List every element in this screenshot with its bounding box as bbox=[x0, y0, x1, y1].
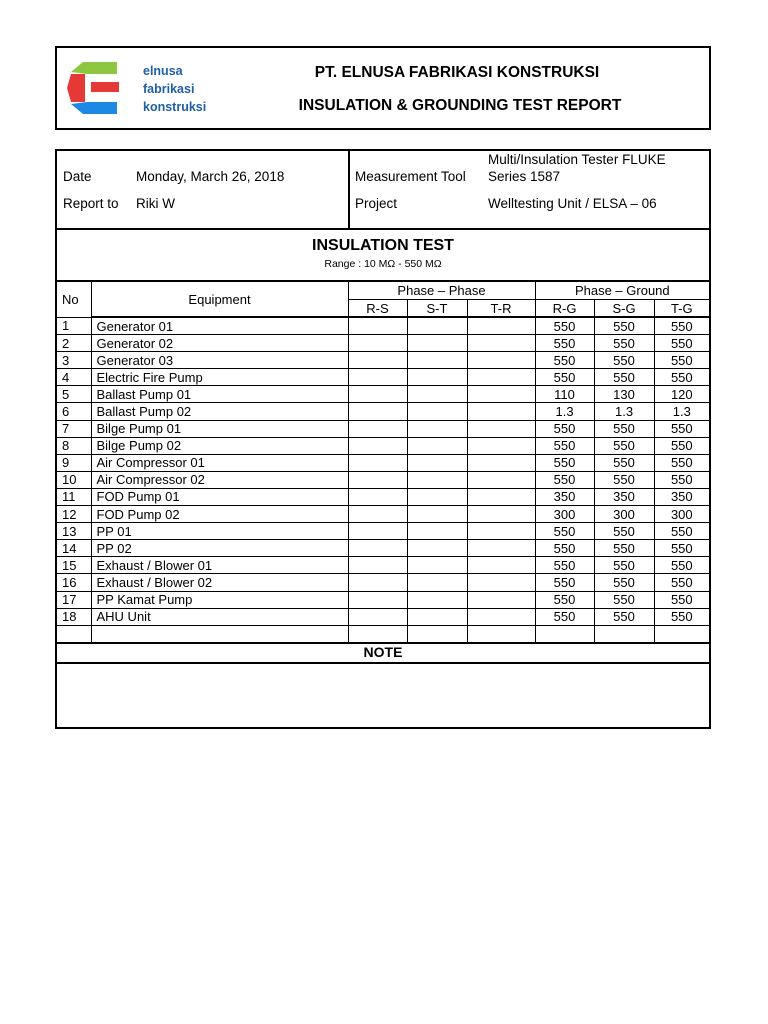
cell-rg: 550 bbox=[535, 591, 594, 608]
cell-tg: 120 bbox=[654, 386, 709, 403]
cell-rs bbox=[348, 352, 407, 369]
cell-st bbox=[407, 420, 467, 437]
cell-sg: 550 bbox=[594, 454, 654, 471]
cell-tg: 550 bbox=[654, 540, 709, 557]
cell-rg: 550 bbox=[535, 437, 594, 454]
cell-tg: 350 bbox=[654, 488, 709, 505]
cell-no: 2 bbox=[57, 335, 91, 352]
cell-st bbox=[407, 335, 467, 352]
company-name: PT. ELNUSA FABRIKASI KONSTRUKSI bbox=[314, 64, 600, 81]
company-logo bbox=[67, 60, 217, 120]
cell-rg: 550 bbox=[535, 557, 594, 574]
cell-sg: 550 bbox=[594, 420, 654, 437]
date-label: Date bbox=[63, 169, 92, 184]
cell-no: 13 bbox=[57, 523, 91, 540]
cell-st bbox=[407, 608, 467, 625]
cell-sg: 550 bbox=[594, 352, 654, 369]
cell-equipment: Air Compressor 01 bbox=[91, 454, 348, 471]
cell-st bbox=[407, 352, 467, 369]
cell-tg: 550 bbox=[654, 317, 709, 335]
cell-sg: 550 bbox=[594, 437, 654, 454]
cell-rs bbox=[348, 420, 407, 437]
table-row bbox=[57, 471, 709, 488]
cell-sg: 1.3 bbox=[594, 403, 654, 420]
cell-tr bbox=[467, 591, 535, 608]
info-divider bbox=[348, 151, 350, 228]
cell-no: 16 bbox=[57, 574, 91, 591]
cell-st bbox=[407, 574, 467, 591]
project-label: Project bbox=[355, 196, 398, 211]
cell-st bbox=[407, 506, 467, 523]
cell-equipment: Bilge Pump 01 bbox=[91, 420, 348, 437]
cell-tg: 550 bbox=[654, 471, 709, 488]
cell-no: 1 bbox=[57, 317, 91, 335]
cell-tr bbox=[467, 608, 535, 625]
table-row bbox=[57, 352, 709, 369]
cell-tg: 550 bbox=[654, 335, 709, 352]
cell-sg: 550 bbox=[594, 591, 654, 608]
cell-equipment: FOD Pump 01 bbox=[91, 488, 348, 505]
cell-tg: 550 bbox=[654, 523, 709, 540]
cell-rs bbox=[348, 523, 407, 540]
cell-tr bbox=[467, 317, 535, 335]
table-row bbox=[57, 574, 709, 591]
cell-rg: 550 bbox=[535, 420, 594, 437]
cell-tr bbox=[467, 403, 535, 420]
table-row bbox=[57, 506, 709, 523]
table-body bbox=[57, 317, 709, 643]
cell-no: 15 bbox=[57, 557, 91, 574]
cell-equipment: PP 01 bbox=[91, 523, 348, 540]
cell-tr bbox=[467, 437, 535, 454]
section-title: INSULATION TEST bbox=[312, 237, 454, 254]
cell-no: 11 bbox=[57, 488, 91, 505]
cell-rs bbox=[348, 574, 407, 591]
note-label: NOTE bbox=[363, 644, 403, 660]
table-row bbox=[57, 420, 709, 437]
header-rg: R-G bbox=[535, 300, 594, 318]
table-row bbox=[57, 591, 709, 608]
cell-rs bbox=[348, 557, 407, 574]
cell-rs bbox=[348, 625, 407, 643]
cell-rs bbox=[348, 471, 407, 488]
report-to-value: Riki W bbox=[136, 196, 175, 211]
date-value: Monday, March 26, 2018 bbox=[136, 169, 285, 184]
header-sg: S-G bbox=[594, 300, 654, 318]
info-separator bbox=[57, 228, 709, 230]
table-row bbox=[57, 625, 709, 643]
cell-st bbox=[407, 471, 467, 488]
report-header bbox=[55, 46, 711, 130]
header-st: S-T bbox=[407, 300, 467, 318]
logo-line-1: elnusa bbox=[143, 64, 183, 78]
header-tg: T-G bbox=[654, 300, 709, 318]
cell-rs bbox=[348, 369, 407, 386]
cell-sg: 550 bbox=[594, 471, 654, 488]
cell-st bbox=[407, 403, 467, 420]
cell-rs bbox=[348, 506, 407, 523]
cell-equipment: Air Compressor 02 bbox=[91, 471, 348, 488]
measurement-tool-label: Measurement Tool bbox=[355, 169, 466, 184]
table-row bbox=[57, 557, 709, 574]
cell-rs bbox=[348, 403, 407, 420]
cell-tr bbox=[467, 574, 535, 591]
cell-rs bbox=[348, 540, 407, 557]
cell-tg: 550 bbox=[654, 574, 709, 591]
cell-tr bbox=[467, 335, 535, 352]
cell-no: 7 bbox=[57, 420, 91, 437]
cell-rg: 550 bbox=[535, 454, 594, 471]
cell-equipment: Generator 01 bbox=[91, 317, 348, 335]
cell-equipment: PP Kamat Pump bbox=[91, 591, 348, 608]
cell-st bbox=[407, 454, 467, 471]
cell-rs bbox=[348, 488, 407, 505]
cell-rg: 550 bbox=[535, 369, 594, 386]
cell-no: 8 bbox=[57, 437, 91, 454]
table-row bbox=[57, 386, 709, 403]
cell-rs bbox=[348, 437, 407, 454]
header-phase-ground: Phase – Ground bbox=[535, 281, 709, 300]
cell-sg bbox=[594, 625, 654, 643]
cell-st bbox=[407, 625, 467, 643]
cell-equipment: Bilge Pump 02 bbox=[91, 437, 348, 454]
cell-equipment: Exhaust / Blower 01 bbox=[91, 557, 348, 574]
cell-tg: 550 bbox=[654, 437, 709, 454]
report-to-label: Report to bbox=[63, 196, 119, 211]
cell-no: 4 bbox=[57, 369, 91, 386]
cell-equipment: Electric Fire Pump bbox=[91, 369, 348, 386]
cell-rg: 550 bbox=[535, 608, 594, 625]
cell-st bbox=[407, 488, 467, 505]
header-phase-phase: Phase – Phase bbox=[348, 281, 535, 300]
cell-no: 5 bbox=[57, 386, 91, 403]
cell-rs bbox=[348, 454, 407, 471]
table-row bbox=[57, 335, 709, 352]
cell-sg: 550 bbox=[594, 574, 654, 591]
cell-equipment: Ballast Pump 01 bbox=[91, 386, 348, 403]
cell-rg: 550 bbox=[535, 523, 594, 540]
cell-st bbox=[407, 369, 467, 386]
cell-rs bbox=[348, 386, 407, 403]
cell-tg: 550 bbox=[654, 557, 709, 574]
cell-rs bbox=[348, 591, 407, 608]
cell-tr bbox=[467, 420, 535, 437]
cell-no: 10 bbox=[57, 471, 91, 488]
header-rs: R-S bbox=[348, 300, 407, 318]
cell-st bbox=[407, 557, 467, 574]
cell-tr bbox=[467, 454, 535, 471]
cell-tg: 550 bbox=[654, 608, 709, 625]
cell-tr bbox=[467, 523, 535, 540]
cell-equipment: Ballast Pump 02 bbox=[91, 403, 348, 420]
cell-sg: 550 bbox=[594, 523, 654, 540]
cell-rg: 300 bbox=[535, 506, 594, 523]
table-row bbox=[57, 369, 709, 386]
cell-no bbox=[57, 625, 91, 643]
cell-st bbox=[407, 317, 467, 335]
table-row bbox=[57, 523, 709, 540]
report-title: INSULATION & GROUNDING TEST REPORT bbox=[298, 97, 622, 114]
cell-sg: 550 bbox=[594, 557, 654, 574]
insulation-table bbox=[57, 280, 709, 644]
logo-line-3: konstruksi bbox=[143, 100, 207, 114]
logo-line-2: fabrikasi bbox=[143, 82, 195, 96]
cell-tr bbox=[467, 369, 535, 386]
cell-tr bbox=[467, 540, 535, 557]
cell-tg bbox=[654, 625, 709, 643]
cell-tr bbox=[467, 557, 535, 574]
cell-equipment: FOD Pump 02 bbox=[91, 506, 348, 523]
cell-rg bbox=[535, 625, 594, 643]
cell-tg: 550 bbox=[654, 591, 709, 608]
cell-sg: 550 bbox=[594, 608, 654, 625]
report-body bbox=[55, 149, 711, 729]
header-equipment: Equipment bbox=[91, 281, 348, 317]
header-tr: T-R bbox=[467, 300, 535, 318]
table-row bbox=[57, 488, 709, 505]
cell-st bbox=[407, 437, 467, 454]
cell-tg: 550 bbox=[654, 454, 709, 471]
cell-tr bbox=[467, 352, 535, 369]
cell-sg: 300 bbox=[594, 506, 654, 523]
cell-rg: 550 bbox=[535, 335, 594, 352]
cell-rg: 1.3 bbox=[535, 403, 594, 420]
logo-mark-icon bbox=[67, 60, 137, 116]
cell-equipment: Exhaust / Blower 02 bbox=[91, 574, 348, 591]
cell-rg: 550 bbox=[535, 352, 594, 369]
cell-rs bbox=[348, 608, 407, 625]
cell-tr bbox=[467, 488, 535, 505]
measurement-tool-value-line1: Multi/Insulation Tester FLUKE bbox=[488, 152, 666, 167]
cell-st bbox=[407, 523, 467, 540]
cell-rg: 550 bbox=[535, 317, 594, 335]
cell-tg: 1.3 bbox=[654, 403, 709, 420]
cell-tr bbox=[467, 625, 535, 643]
cell-st bbox=[407, 591, 467, 608]
header-no: No bbox=[57, 281, 91, 317]
table-row bbox=[57, 403, 709, 420]
table-row bbox=[57, 540, 709, 557]
cell-sg: 350 bbox=[594, 488, 654, 505]
measurement-tool-value-line2: Series 1587 bbox=[488, 169, 561, 184]
cell-tr bbox=[467, 471, 535, 488]
cell-tg: 550 bbox=[654, 420, 709, 437]
cell-equipment: Generator 02 bbox=[91, 335, 348, 352]
cell-rg: 550 bbox=[535, 471, 594, 488]
cell-sg: 550 bbox=[594, 540, 654, 557]
cell-sg: 130 bbox=[594, 386, 654, 403]
range-text: Range : 10 MΩ - 550 MΩ bbox=[324, 258, 442, 270]
cell-equipment: Generator 03 bbox=[91, 352, 348, 369]
cell-no: 14 bbox=[57, 540, 91, 557]
table-row bbox=[57, 437, 709, 454]
cell-tg: 550 bbox=[654, 369, 709, 386]
cell-equipment: PP 02 bbox=[91, 540, 348, 557]
table-row bbox=[57, 317, 709, 335]
note-area bbox=[57, 664, 709, 727]
cell-st bbox=[407, 386, 467, 403]
cell-no: 9 bbox=[57, 454, 91, 471]
cell-tr bbox=[467, 386, 535, 403]
cell-rs bbox=[348, 335, 407, 352]
project-value: Welltesting Unit / ELSA – 06 bbox=[488, 196, 657, 211]
cell-tg: 550 bbox=[654, 352, 709, 369]
cell-rg: 350 bbox=[535, 488, 594, 505]
cell-no: 6 bbox=[57, 403, 91, 420]
cell-no: 3 bbox=[57, 352, 91, 369]
cell-rs bbox=[348, 317, 407, 335]
cell-sg: 550 bbox=[594, 317, 654, 335]
cell-rg: 110 bbox=[535, 386, 594, 403]
table-row bbox=[57, 454, 709, 471]
cell-equipment: AHU Unit bbox=[91, 608, 348, 625]
cell-no: 18 bbox=[57, 608, 91, 625]
cell-equipment bbox=[91, 625, 348, 643]
cell-sg: 550 bbox=[594, 335, 654, 352]
table-row bbox=[57, 608, 709, 625]
cell-sg: 550 bbox=[594, 369, 654, 386]
cell-st bbox=[407, 540, 467, 557]
cell-tr bbox=[467, 506, 535, 523]
cell-no: 17 bbox=[57, 591, 91, 608]
cell-rg: 550 bbox=[535, 574, 594, 591]
cell-tg: 300 bbox=[654, 506, 709, 523]
cell-no: 12 bbox=[57, 506, 91, 523]
cell-rg: 550 bbox=[535, 540, 594, 557]
